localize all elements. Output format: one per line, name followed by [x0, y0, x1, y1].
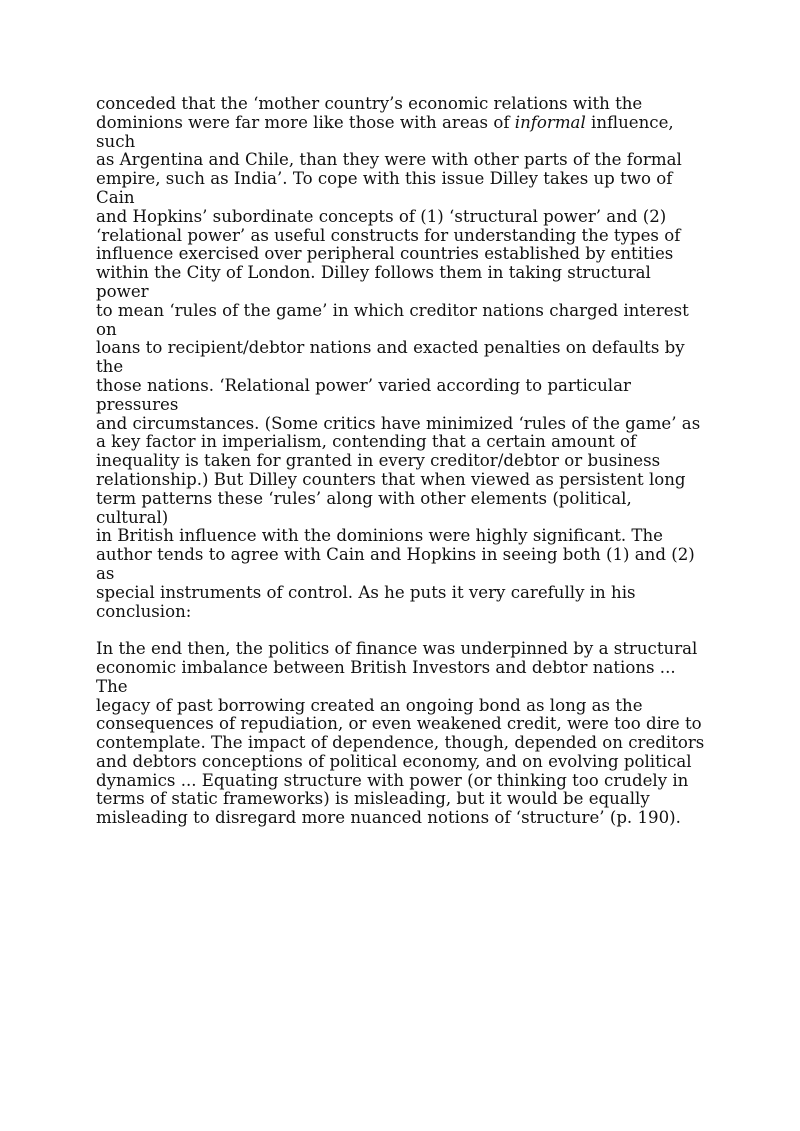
quoted-conclusion-paragraph: In the end then, the politics of finance was underpinned by a structural economic imbalance between British Investors and debtor nations ... The legacy of past borrowing created an ongoing bond as long as the consequences of repudiation, or even weakened credit, were too dire to contemplate. The impact of dependence, though, depended on creditors and debtors conceptions of political economy, and on evolving political dynamics ... Equating structure with power (or thinking too crudely in terms of static frameworks) is misleading, but it would be equally misleading to disregard more nuanced notions of ‘structure’ (p. 190).	[96, 639, 705, 828]
document-page	[96, 95, 706, 828]
body-paragraph	[96, 95, 706, 621]
italic-term: informal	[514, 112, 586, 132]
paragraph-text-part-1: conceded that the ‘mother country’s economic relations with the dominions were far more like those with areas of	[96, 94, 643, 132]
paragraph-text-part-2: influence, such as Argentina and Chile, than they were with other parts of the formal empire, such as India’. To cope with this issue Dilley takes up two of Cain and Hopkins’ subordinate concepts of (1) ‘structural power’ and (2) ‘relational power’ as useful constructs for understanding the types of influence exercised over peripheral countries established by entities within the City of London. Dilley follows them in taking structural power to mean ‘rules of the game’ in which creditor nations charged interest on loans to recipient/debtor nations and exacted penalties on defaults by the those nations. ‘Relational power’ varied according to particular pressures and circumstances. (Some critics have minimized ‘rules of the game’ as a key factor in imperialism, contending that a certain amount of inequality is taken for granted in every creditor/debtor or business relationship.) But Dilley counters that when viewed as persistent long term patterns these ‘rules’ along with other elements (political, cultural) in British influence with the dominions were highly significant. The author tends to agree with Cain and Hopkins in seeing both (1) and (2) as special instruments of control. As he puts it very carefully in his conclusion:	[96, 112, 701, 621]
